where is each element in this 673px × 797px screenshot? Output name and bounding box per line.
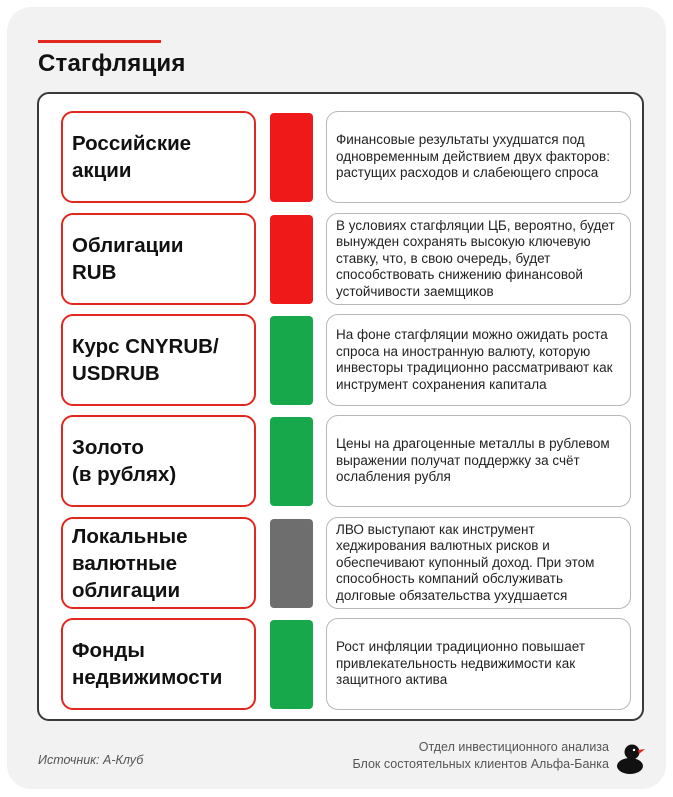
- signal-indicator: [270, 519, 313, 608]
- asset-name: Облигации RUB: [72, 234, 184, 284]
- description-box: [326, 618, 631, 710]
- asset-description: Финансовые результаты ухудшатся под одновременным действием двух факторов: растущих расходов и слабеющего спроса: [336, 132, 610, 181]
- asset-name-box: [61, 314, 256, 406]
- page-title: Стагфляция: [38, 50, 186, 77]
- table-row: [61, 213, 631, 305]
- asset-name-box: [61, 213, 256, 305]
- description-box: [326, 314, 631, 406]
- asset-name-box: [61, 111, 256, 203]
- description-box: [326, 111, 631, 203]
- source-note: Источник: А-Клуб: [38, 753, 144, 767]
- table-row: [61, 618, 631, 710]
- table-row: [61, 517, 631, 609]
- signal-indicator: [270, 316, 313, 405]
- asset-name-box: [61, 517, 256, 609]
- description-box: [326, 517, 631, 609]
- asset-name: Локальные валютные облигации: [72, 524, 188, 602]
- asset-name: Российские акции: [72, 132, 192, 182]
- asset-description: На фоне стагфляции можно ожидать роста спроса на иностранную валюту, которую инвесторы традиционно рассматривают как инструмент сохранения капитала: [336, 327, 613, 392]
- asset-name: Курс CNYRUB/ USDRUB: [72, 335, 219, 385]
- duck-logo-icon: [615, 741, 647, 775]
- department-credit: [352, 739, 609, 773]
- asset-table-panel: [37, 92, 644, 721]
- description-box: [326, 213, 631, 305]
- bank-division-line: Блок состоятельных клиентов Альфа-Банка: [352, 757, 609, 771]
- asset-name: Золото (в рублях): [72, 436, 177, 486]
- table-row: [61, 415, 631, 507]
- asset-description: ЛВО выступают как инструмент хеджирования валютных рисков и обеспечивают купонный доход. При этом способность компаний обслуживать долговые обязательства ухудшается: [336, 521, 595, 603]
- asset-description: Цены на драгоценные металлы в рублевом выражении получат поддержку за счёт ослабления рубля: [336, 436, 610, 485]
- title-accent-rule: [38, 40, 161, 43]
- description-box: [326, 415, 631, 507]
- asset-description: В условиях стагфляции ЦБ, вероятно, будет вынужден сохранять высокую ключевую ставку, что, в свою очередь, будет способствовать снижению финансовой устойчивости заемщиков: [336, 217, 615, 299]
- signal-indicator: [270, 620, 313, 709]
- asset-description: Рост инфляции традиционно повышает привлекательность недвижимости как защитного актива: [336, 639, 586, 688]
- asset-name-box: [61, 618, 256, 710]
- signal-indicator: [270, 215, 313, 304]
- asset-name-box: [61, 415, 256, 507]
- table-row: [61, 314, 631, 406]
- table-row: [61, 111, 631, 203]
- signal-indicator: [270, 113, 313, 202]
- asset-name: Фонды недвижимости: [72, 639, 223, 689]
- department-line: Отдел инвестиционного анализа: [418, 740, 609, 754]
- signal-indicator: [270, 417, 313, 506]
